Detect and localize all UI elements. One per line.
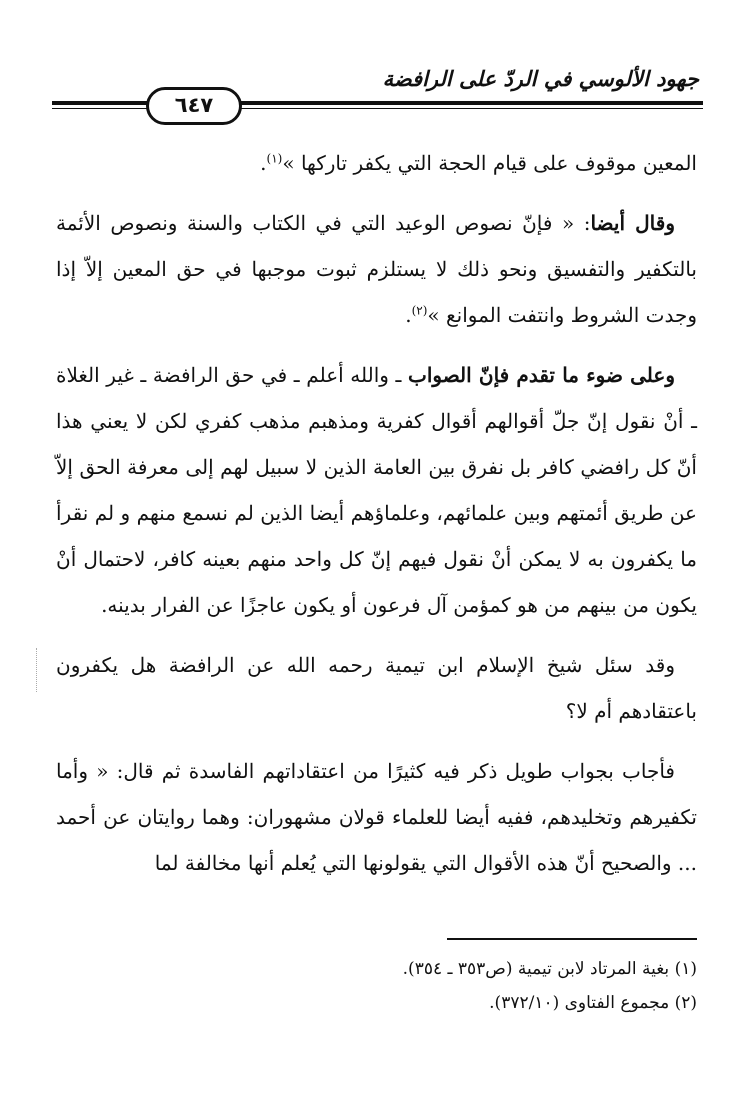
page-number-badge: ٦٤٧ <box>146 87 242 125</box>
paragraph-3-text: ـ والله أعلم ـ في حق الرافضة ـ غير الغلاة ـ أنْ نقول إنّ جلّ أقوالهم أقوال كفرية ومذهبم مذهب كفري لكن لا يعني هذا أنّ كل رافضي كافر بل نفرق بين العامة الذين لا سبيل لهم إلى معرفة الحق إلاّ عن طريق أئمتهم وبين علمائهم، وعلماؤهم أيضا الذين لم نسمع منهم و لم نقرأ ما يكفرون به لا يمكن أنْ نقول فيهم إنّ كل واحد منهم بعينه كافر، لاحتمال أنْ يكون من بينهم من هو كمؤمن آل فرعون أو يكون عاجزًا عن الفرار بدينه. <box>56 363 697 617</box>
footnote-1: (١) بغية المرتاد لابن تيمية (ص٣٥٣ ـ ٣٥٤). <box>402 959 697 979</box>
paragraph-4-text: وقد سئل شيخ الإسلام ابن تيمية رحمه الله عن الرافضة هل يكفرون باعتقادهم أم لا؟ <box>56 653 697 723</box>
paragraph-3 <box>56 352 697 628</box>
running-header-title: جهود الألوسي في الردّ على الرافضة <box>382 66 699 91</box>
footnote-ref-2[interactable]: (٢) <box>411 303 428 318</box>
footnote-separator <box>447 938 697 940</box>
footnote-ref-1[interactable]: (١) <box>266 151 283 166</box>
paragraph-2-lead: وقال أيضا <box>590 211 675 235</box>
paragraph-2-text: : « فإنّ نصوص الوعيد التي في الكتاب والسنة ونصوص الأئمة بالتكفير والتفسيق ونحو ذلك لا يستلزم ثبوت موجبها في حق المعين إلاّ إذا وجدت الشروط وانتفت الموانع » <box>56 211 697 327</box>
paragraph-4 <box>56 642 697 734</box>
footnote-2: (٢) مجموع الفتاوى (٣٧٢/١٠). <box>489 993 697 1013</box>
main-text <box>56 140 697 900</box>
paragraph-2 <box>56 200 697 338</box>
paragraph-2-end: . <box>405 303 412 327</box>
footnotes <box>56 952 697 1020</box>
paragraph-1 <box>56 140 697 186</box>
paragraph-5-text: فأجاب بجواب طويل ذكر فيه كثيرًا من اعتقاداتهم الفاسدة ثم قال: « وأما تكفيرهم وتخليدهم، ففيه أيضا للعلماء قولان مشهوران: وهما روايتان عن أحمد ... والصحيح أنّ هذه الأقوال التي يقولونها التي يُعلم أنها مخالفة لما <box>56 759 697 875</box>
paragraph-1-text: المعين موقوف على قيام الحجة التي يكفر تاركها » <box>282 151 697 175</box>
paragraph-3-lead: وعلى ضوء ما تقدم فإنّ الصواب <box>407 363 676 387</box>
paragraph-1-end: . <box>260 151 267 175</box>
margin-dotted-mark <box>36 648 41 692</box>
paragraph-5 <box>56 748 697 886</box>
